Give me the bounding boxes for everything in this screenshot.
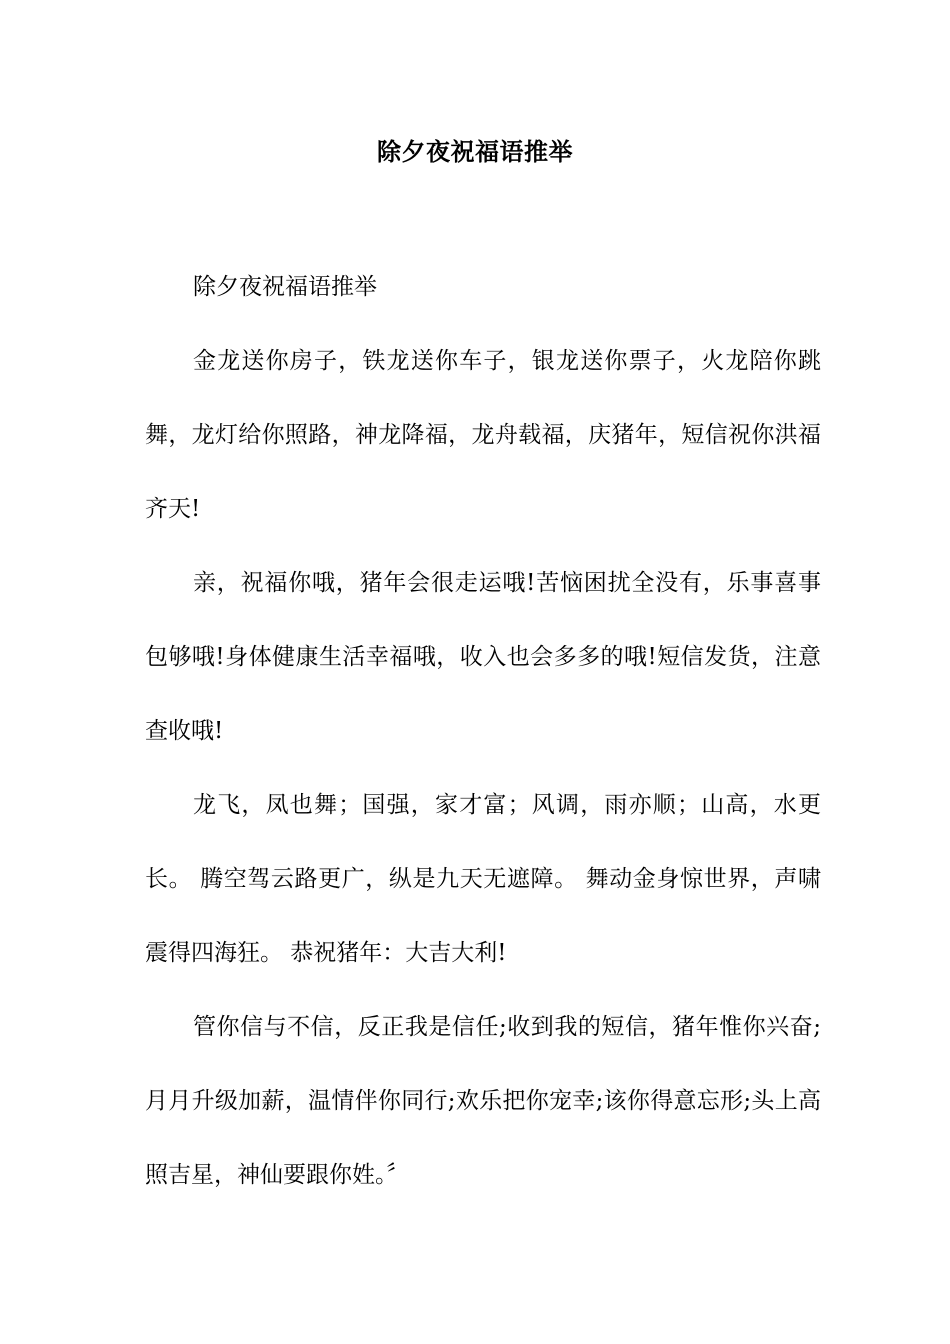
paragraph-2: 亲，祝福你哦，猪年会很走运哦!苦恼困扰全没有，乐事喜事包够哦!身体健康生活幸福哦，收入也会多多的哦!短信发货，注意查收哦! <box>145 570 821 744</box>
paragraph-1: 金龙送你房子，铁龙送你车子，银龙送你票子，火龙陪你跳舞，龙灯给你照路，神龙降福，龙舟载福，庆猪年，短信祝你洪福齐天! <box>145 348 821 522</box>
paragraph-4: 管你信与不信，反正我是信任;收到我的短信，猪年惟你兴奋;月月升级加薪，温情伴你同行;欢乐把你宠幸;该你得意忘形;头上高照吉星，神仙要跟你姓。〞 <box>145 1014 821 1188</box>
document-title: 除夕夜祝福语推举 <box>377 137 573 166</box>
paragraph-3: 龙飞，凤也舞；国强，家才富；风调，雨亦顺；山高，水更长。 腾空驾云路更广，纵是九天无遮障。 舞动金身惊世界，声啸震得四海狂。 恭祝猪年：大吉大利! <box>145 792 821 966</box>
paragraph-heading: 除夕夜祝福语推举 <box>193 274 377 300</box>
document-body <box>145 250 821 1212</box>
